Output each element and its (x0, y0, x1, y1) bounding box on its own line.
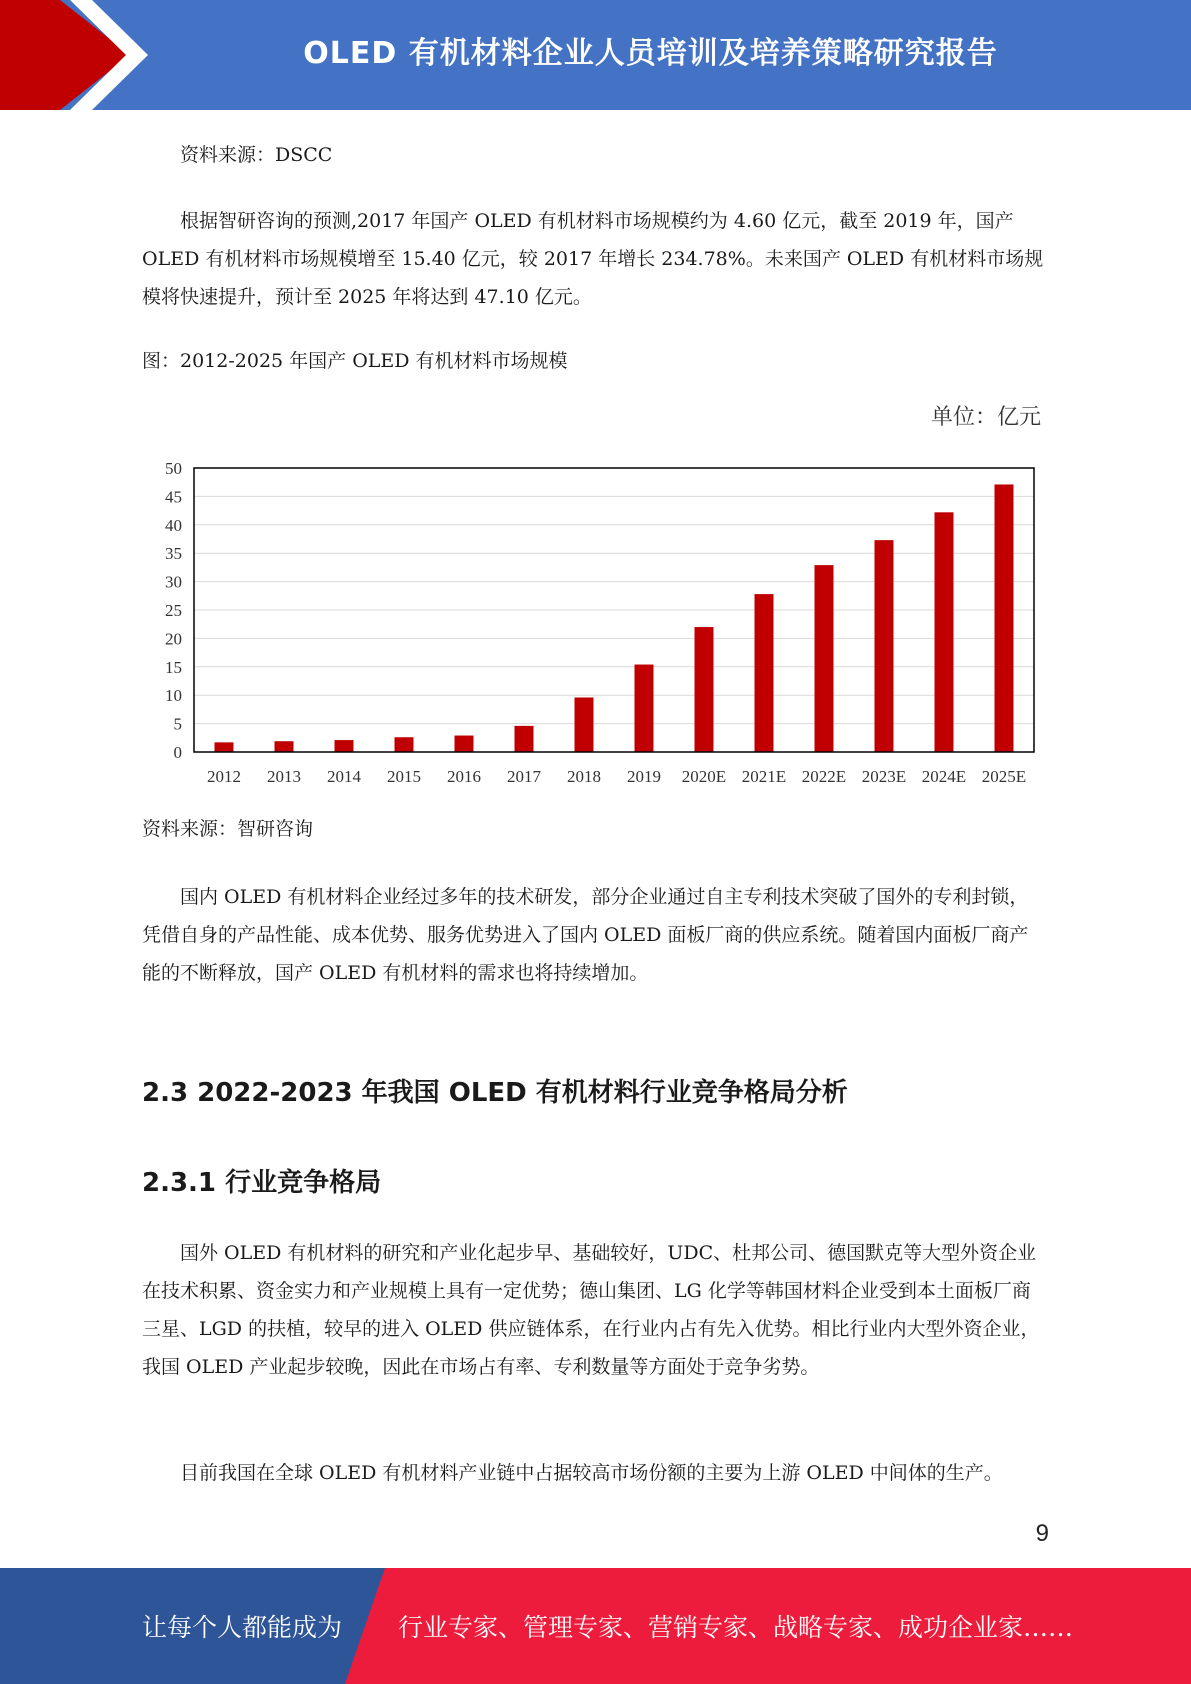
page-number: 9 (1035, 1520, 1049, 1547)
header-arrow-decoration (0, 0, 160, 110)
x-tick-label: 2022E (801, 767, 847, 786)
y-tick-label: 25 (165, 601, 182, 620)
bar (635, 665, 654, 752)
bar (215, 742, 234, 752)
footer-slogan-right: 行业专家、管理专家、营销专家、战略专家、成功企业家…… (398, 1613, 1074, 1642)
unit-label: 单位：亿元 (930, 405, 1041, 430)
section-heading-2-3: 2.3 2022-2023 年我国 OLED 有机材料行业竞争格局分析 (142, 1078, 848, 1108)
source-dscc: 资料来源：DSCC (180, 144, 333, 166)
paragraph-domestic-development (142, 878, 1047, 992)
page-footer (0, 1568, 1191, 1684)
market-size-bar-chart (142, 452, 1042, 792)
x-tick-label: 2014 (327, 767, 361, 786)
bar (275, 741, 294, 752)
paragraph-market-forecast (142, 202, 1047, 316)
bar (755, 594, 774, 752)
bar (935, 512, 954, 752)
x-tick-label: 2016 (447, 767, 481, 786)
x-tick-label: 2020E (681, 767, 727, 786)
y-tick-label: 40 (165, 515, 182, 535)
bar (875, 540, 894, 752)
paragraph-text: 国内 OLED 有机材料企业经过多年的技术研发，部分企业通过自主专利技术突破了国外的专利封锁，凭借自身的产品性能、成本优势、服务优势进入了国内 OLED 面板厂商的供应系统。随着国内面板厂商产能的不断释放，国产 OLED 有机材料的需求也将持续增加。 (142, 886, 1029, 984)
paragraph-market-share (142, 1454, 1047, 1492)
x-tick-label: 2015 (387, 767, 421, 786)
paragraph-text: 根据智研咨询的预测,2017 年国产 OLED 有机材料市场规模约为 4.60 亿元，截至 2019 年，国产 OLED 有机材料市场规模增至 15.40 亿元，较 2017 年增长 234.78%。未来国产 OLED 有机材料市场规模将快速提升，预计至 2025 年将达到 47.10 亿元。 (142, 210, 1044, 308)
x-tick-label: 2019 (627, 767, 661, 786)
bar (395, 737, 414, 752)
paragraph-competition (142, 1234, 1047, 1386)
x-tick-label: 2018 (567, 767, 601, 786)
x-tick-label: 2025E (981, 767, 1027, 786)
y-tick-label: 5 (173, 714, 182, 734)
bar (815, 565, 834, 752)
y-tick-label: 10 (165, 686, 182, 706)
bar (335, 740, 354, 752)
y-tick-label: 50 (165, 459, 182, 478)
x-tick-label: 2021E (741, 767, 787, 786)
y-tick-label: 15 (165, 657, 182, 677)
y-tick-label: 30 (165, 572, 182, 592)
y-tick-label: 0 (173, 743, 182, 762)
footer-slogan-left: 让每个人都能成为 (142, 1613, 343, 1642)
bar (995, 484, 1014, 752)
paragraph-text: 目前我国在全球 OLED 有机材料产业链中占据较高市场份额的主要为上游 OLED 中间体的生产。 (180, 1462, 1003, 1484)
figure-caption: 图：2012-2025 年国产 OLED 有机材料市场规模 (142, 350, 568, 372)
x-tick-label: 2017 (507, 767, 541, 786)
bar (695, 627, 714, 752)
source-zhiyan: 资料来源：智研咨询 (142, 818, 314, 840)
bar (575, 697, 594, 752)
header-title: OLED 有机材料企业人员培训及培养策略研究报告 (303, 36, 998, 71)
section-heading-2-3-1: 2.3.1 行业竞争格局 (142, 1168, 382, 1198)
x-tick-label: 2012 (207, 767, 241, 786)
y-tick-label: 20 (165, 629, 182, 649)
x-tick-label: 2023E (861, 767, 907, 786)
paragraph-text: 国外 OLED 有机材料的研究和产业化起步早、基础较好，UDC、杜邦公司、德国默克等大型外资企业在技术积累、资金实力和产业规模上具有一定优势；德山集团、LG 化学等韩国材料企业受到本土面板厂商三星、LGD 的扶植，较早的进入 OLED 供应链体系，在行业内占有先入优势。相比行业内大型外资企业，我国 OLED 产业起步较晚，因此在市场占有率、专利数量等方面处于竞争劣势。 (142, 1242, 1040, 1378)
page-header (0, 0, 1191, 110)
bar (455, 736, 474, 752)
x-tick-label: 2024E (921, 767, 967, 786)
y-tick-label: 45 (165, 487, 182, 507)
y-tick-label: 35 (165, 544, 182, 564)
x-tick-label: 2013 (267, 767, 301, 786)
bar (515, 726, 534, 752)
